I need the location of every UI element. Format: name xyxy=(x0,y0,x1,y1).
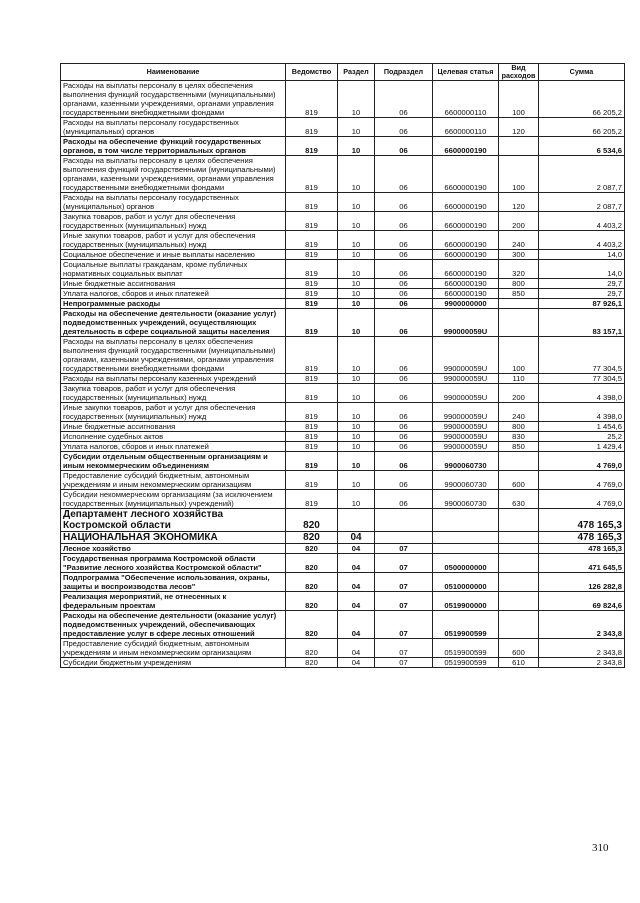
header-subsection: Подраздел xyxy=(375,64,433,81)
cell-expense-type: 600 xyxy=(499,639,539,658)
cell-subsection: 06 xyxy=(375,289,433,299)
cell-expense-type: 850 xyxy=(499,442,539,452)
cell-name: Иные бюджетные ассигнования xyxy=(61,279,286,289)
cell-section: 10 xyxy=(338,490,375,509)
cell-target: 6600000190 xyxy=(433,260,499,279)
table-row xyxy=(61,490,625,509)
table-row xyxy=(61,231,625,250)
cell-sum: 69 824,6 xyxy=(539,592,625,611)
cell-target: 6600000190 xyxy=(433,137,499,156)
cell-section: 10 xyxy=(338,279,375,289)
cell-target xyxy=(433,532,499,544)
cell-subsection: 06 xyxy=(375,81,433,118)
cell-name: Уплата налогов, сборов и иных платежей xyxy=(61,442,286,452)
cell-target: 6600000190 xyxy=(433,289,499,299)
cell-dept: 819 xyxy=(286,309,338,337)
cell-section xyxy=(338,509,375,532)
cell-section: 10 xyxy=(338,118,375,137)
cell-sum: 25,2 xyxy=(539,432,625,442)
table-row xyxy=(61,384,625,403)
cell-dept: 819 xyxy=(286,118,338,137)
cell-sum: 1 454,6 xyxy=(539,422,625,432)
cell-target: 6600000190 xyxy=(433,231,499,250)
cell-target: 9900060730 xyxy=(433,471,499,490)
cell-sum: 478 165,3 xyxy=(539,532,625,544)
cell-expense-type: 800 xyxy=(499,422,539,432)
cell-dept: 819 xyxy=(286,384,338,403)
cell-subsection: 06 xyxy=(375,156,433,193)
cell-subsection: 06 xyxy=(375,452,433,471)
cell-subsection: 06 xyxy=(375,432,433,442)
cell-sum: 4 403,2 xyxy=(539,212,625,231)
cell-name: Предоставление субсидий бюджетным, автономным учреждениям и иным некоммерческим организациям xyxy=(61,639,286,658)
cell-sum: 126 282,8 xyxy=(539,573,625,592)
cell-dept: 819 xyxy=(286,374,338,384)
cell-section: 04 xyxy=(338,639,375,658)
cell-expense-type xyxy=(499,309,539,337)
table-row xyxy=(61,260,625,279)
cell-subsection xyxy=(375,509,433,532)
cell-dept: 819 xyxy=(286,337,338,374)
cell-sum: 478 165,3 xyxy=(539,509,625,532)
cell-expense-type xyxy=(499,452,539,471)
header-expense-type: Вид расходов xyxy=(499,64,539,81)
budget-table xyxy=(60,63,625,668)
cell-dept: 820 xyxy=(286,573,338,592)
cell-section: 04 xyxy=(338,592,375,611)
cell-target: 0519900599 xyxy=(433,611,499,639)
cell-dept: 819 xyxy=(286,299,338,309)
header-dept: Ведомство xyxy=(286,64,338,81)
cell-name: Расходы на выплаты персоналу казенных учреждений xyxy=(61,374,286,384)
cell-subsection: 06 xyxy=(375,260,433,279)
cell-section: 04 xyxy=(338,554,375,573)
cell-sum: 6 534,6 xyxy=(539,137,625,156)
cell-target: 6600000110 xyxy=(433,118,499,137)
cell-expense-type xyxy=(499,137,539,156)
cell-section: 10 xyxy=(338,299,375,309)
cell-target: 990000059U xyxy=(433,337,499,374)
header-name: Наименование xyxy=(61,64,286,81)
cell-expense-type: 850 xyxy=(499,289,539,299)
cell-target xyxy=(433,509,499,532)
cell-section: 10 xyxy=(338,156,375,193)
cell-expense-type xyxy=(499,611,539,639)
cell-sum: 478 165,3 xyxy=(539,544,625,554)
cell-name: Непрограммные расходы xyxy=(61,299,286,309)
cell-subsection: 06 xyxy=(375,299,433,309)
cell-section: 10 xyxy=(338,432,375,442)
cell-target: 9900060730 xyxy=(433,490,499,509)
page-number: 310 xyxy=(592,842,609,854)
cell-dept: 820 xyxy=(286,658,338,668)
cell-expense-type xyxy=(499,544,539,554)
table-row xyxy=(61,289,625,299)
cell-expense-type xyxy=(499,509,539,532)
table-row xyxy=(61,471,625,490)
cell-subsection: 06 xyxy=(375,403,433,422)
cell-target: 0519900599 xyxy=(433,658,499,668)
cell-target: 990000059U xyxy=(433,374,499,384)
cell-name: Субсидии бюджетным учреждениям xyxy=(61,658,286,668)
cell-dept: 819 xyxy=(286,212,338,231)
cell-name: Расходы на выплаты персоналу государственных (муниципальных) органов xyxy=(61,118,286,137)
cell-expense-type: 300 xyxy=(499,250,539,260)
table-row xyxy=(61,403,625,422)
cell-subsection: 06 xyxy=(375,193,433,212)
cell-subsection: 06 xyxy=(375,231,433,250)
cell-expense-type: 100 xyxy=(499,81,539,118)
cell-dept: 819 xyxy=(286,442,338,452)
cell-expense-type: 120 xyxy=(499,118,539,137)
table-row xyxy=(61,639,625,658)
cell-subsection: 06 xyxy=(375,309,433,337)
cell-section: 04 xyxy=(338,573,375,592)
cell-section: 10 xyxy=(338,452,375,471)
cell-subsection: 07 xyxy=(375,544,433,554)
cell-section: 10 xyxy=(338,442,375,452)
cell-sum: 83 157,1 xyxy=(539,309,625,337)
cell-expense-type: 110 xyxy=(499,374,539,384)
table-row xyxy=(61,250,625,260)
cell-sum: 4 398,0 xyxy=(539,403,625,422)
cell-sum: 4 398,0 xyxy=(539,384,625,403)
table-row xyxy=(61,573,625,592)
cell-name: Предоставление субсидий бюджетным, автономным учреждениям и иным некоммерческим организациям xyxy=(61,471,286,490)
cell-dept: 819 xyxy=(286,250,338,260)
cell-subsection: 07 xyxy=(375,592,433,611)
cell-expense-type: 120 xyxy=(499,193,539,212)
cell-expense-type: 600 xyxy=(499,471,539,490)
cell-target: 0500000000 xyxy=(433,554,499,573)
cell-target: 9900000000 xyxy=(433,299,499,309)
cell-expense-type xyxy=(499,532,539,544)
cell-section: 04 xyxy=(338,544,375,554)
cell-expense-type: 800 xyxy=(499,279,539,289)
cell-section: 10 xyxy=(338,384,375,403)
cell-dept: 820 xyxy=(286,532,338,544)
cell-subsection: 06 xyxy=(375,279,433,289)
cell-sum: 87 926,1 xyxy=(539,299,625,309)
table-row xyxy=(61,137,625,156)
cell-name: Реализация мероприятий, не отнесенных к федеральным проектам xyxy=(61,592,286,611)
table-row xyxy=(61,81,625,118)
table-header-row xyxy=(61,64,625,81)
cell-sum: 4 769,0 xyxy=(539,452,625,471)
cell-subsection: 06 xyxy=(375,212,433,231)
cell-name: Расходы на выплаты персоналу в целях обеспечения выполнения функций государственными (муниципальными) органами, казенными учреждениями, органами управления государственными внебюджетными фондами xyxy=(61,337,286,374)
cell-target: 990000059U xyxy=(433,432,499,442)
cell-sum: 29,7 xyxy=(539,279,625,289)
cell-subsection: 07 xyxy=(375,554,433,573)
cell-target xyxy=(433,544,499,554)
cell-name: Субсидии некоммерческим организациям (за исключением государственных (муниципальных) учреждений) xyxy=(61,490,286,509)
cell-subsection: 06 xyxy=(375,374,433,384)
cell-target: 990000059U xyxy=(433,384,499,403)
cell-target: 9900060730 xyxy=(433,452,499,471)
cell-sum: 4 769,0 xyxy=(539,490,625,509)
table-row xyxy=(61,432,625,442)
table-row xyxy=(61,611,625,639)
cell-subsection: 06 xyxy=(375,471,433,490)
cell-name: Расходы на обеспечение деятельности (оказание услуг) подведомственных учреждений, обеспечивающих предоставление услуг в сфере лесных отношений xyxy=(61,611,286,639)
table-row xyxy=(61,337,625,374)
cell-section: 10 xyxy=(338,81,375,118)
budget-table-sheet xyxy=(60,63,624,668)
cell-name: Иные закупки товаров, работ и услуг для обеспечения государственных (муниципальных) нужд xyxy=(61,403,286,422)
cell-sum: 66 205,2 xyxy=(539,81,625,118)
cell-dept: 819 xyxy=(286,81,338,118)
cell-subsection: 06 xyxy=(375,337,433,374)
cell-section: 04 xyxy=(338,532,375,544)
cell-name: Закупка товаров, работ и услуг для обеспечения государственных (муниципальных) нужд xyxy=(61,384,286,403)
cell-name: Иные бюджетные ассигнования xyxy=(61,422,286,432)
cell-target: 6600000190 xyxy=(433,279,499,289)
cell-dept: 820 xyxy=(286,639,338,658)
table-row xyxy=(61,544,625,554)
cell-target: 6600000190 xyxy=(433,250,499,260)
cell-name: Социальные выплаты гражданам, кроме публичных нормативных социальных выплат xyxy=(61,260,286,279)
cell-section: 10 xyxy=(338,309,375,337)
cell-target: 0519900000 xyxy=(433,592,499,611)
cell-expense-type: 320 xyxy=(499,260,539,279)
table-row xyxy=(61,452,625,471)
cell-section: 10 xyxy=(338,403,375,422)
cell-name: Исполнение судебных актов xyxy=(61,432,286,442)
cell-name: Закупка товаров, работ и услуг для обеспечения государственных (муниципальных) нужд xyxy=(61,212,286,231)
cell-expense-type xyxy=(499,299,539,309)
table-row xyxy=(61,509,625,532)
cell-name: Государственная программа Костромской области "Развитие лесного хозяйства Костромской области" xyxy=(61,554,286,573)
cell-sum: 2 343,8 xyxy=(539,611,625,639)
cell-sum: 66 205,2 xyxy=(539,118,625,137)
cell-subsection: 07 xyxy=(375,658,433,668)
cell-subsection: 07 xyxy=(375,573,433,592)
cell-dept: 819 xyxy=(286,156,338,193)
cell-dept: 819 xyxy=(286,490,338,509)
cell-name: Субсидии отдельным общественным организациям и иным некоммерческим объединениям xyxy=(61,452,286,471)
cell-subsection: 06 xyxy=(375,137,433,156)
table-row xyxy=(61,212,625,231)
cell-sum: 2 087,7 xyxy=(539,193,625,212)
cell-section: 10 xyxy=(338,471,375,490)
cell-section: 10 xyxy=(338,289,375,299)
cell-name: Уплата налогов, сборов и иных платежей xyxy=(61,289,286,299)
cell-sum: 29,7 xyxy=(539,289,625,299)
cell-dept: 820 xyxy=(286,592,338,611)
cell-name: Департамент лесного хозяйства Костромской области xyxy=(61,509,286,532)
table-row xyxy=(61,592,625,611)
cell-target: 6600000190 xyxy=(433,193,499,212)
cell-section: 10 xyxy=(338,260,375,279)
cell-sum: 2 343,8 xyxy=(539,658,625,668)
cell-expense-type: 100 xyxy=(499,337,539,374)
cell-name: Расходы на выплаты персоналу в целях обеспечения выполнения функций государственными (муниципальными) органами, казенными учреждениями, органами управления государственными внебюджетными фондами xyxy=(61,156,286,193)
cell-sum: 2 087,7 xyxy=(539,156,625,193)
cell-section: 10 xyxy=(338,137,375,156)
table-row xyxy=(61,442,625,452)
cell-expense-type: 200 xyxy=(499,212,539,231)
cell-subsection: 07 xyxy=(375,611,433,639)
cell-name: Расходы на выплаты персоналу государственных (муниципальных) органов xyxy=(61,193,286,212)
cell-sum: 2 343,8 xyxy=(539,639,625,658)
cell-dept: 820 xyxy=(286,544,338,554)
cell-sum: 14,0 xyxy=(539,260,625,279)
cell-subsection: 06 xyxy=(375,118,433,137)
cell-section: 10 xyxy=(338,231,375,250)
cell-name: Расходы на обеспечение деятельности (оказание услуг) подведомственных учреждений, осуществляющих деятельность в сфере социальной защиты населения xyxy=(61,309,286,337)
cell-name: НАЦИОНАЛЬНАЯ ЭКОНОМИКА xyxy=(61,532,286,544)
table-row xyxy=(61,299,625,309)
cell-dept: 820 xyxy=(286,554,338,573)
cell-dept: 819 xyxy=(286,422,338,432)
cell-expense-type: 240 xyxy=(499,403,539,422)
cell-dept: 820 xyxy=(286,509,338,532)
cell-expense-type xyxy=(499,592,539,611)
cell-target: 990000059U xyxy=(433,442,499,452)
cell-subsection: 07 xyxy=(375,639,433,658)
cell-section: 10 xyxy=(338,212,375,231)
table-row xyxy=(61,279,625,289)
cell-sum: 4 403,2 xyxy=(539,231,625,250)
cell-dept: 819 xyxy=(286,231,338,250)
cell-dept: 819 xyxy=(286,471,338,490)
cell-expense-type xyxy=(499,573,539,592)
cell-section: 10 xyxy=(338,422,375,432)
table-row xyxy=(61,554,625,573)
cell-subsection: 06 xyxy=(375,384,433,403)
table-row xyxy=(61,118,625,137)
cell-subsection: 06 xyxy=(375,422,433,432)
cell-expense-type: 200 xyxy=(499,384,539,403)
cell-dept: 819 xyxy=(286,279,338,289)
cell-section: 04 xyxy=(338,658,375,668)
cell-target: 6600000190 xyxy=(433,212,499,231)
cell-name: Лесное хозяйство xyxy=(61,544,286,554)
cell-target: 990000059U xyxy=(433,309,499,337)
cell-dept: 819 xyxy=(286,260,338,279)
cell-dept: 819 xyxy=(286,432,338,442)
cell-sum: 77 304,5 xyxy=(539,337,625,374)
cell-dept: 819 xyxy=(286,193,338,212)
cell-target: 990000059U xyxy=(433,422,499,432)
cell-dept: 819 xyxy=(286,403,338,422)
cell-subsection: 06 xyxy=(375,250,433,260)
cell-sum: 14,0 xyxy=(539,250,625,260)
cell-dept: 819 xyxy=(286,137,338,156)
header-target: Целевая статья xyxy=(433,64,499,81)
cell-name: Иные закупки товаров, работ и услуг для обеспечения государственных (муниципальных) нужд xyxy=(61,231,286,250)
cell-expense-type: 100 xyxy=(499,156,539,193)
cell-section: 10 xyxy=(338,250,375,260)
cell-section: 04 xyxy=(338,611,375,639)
cell-name: Расходы на обеспечение функций государственных органов, в том числе территориальных органов xyxy=(61,137,286,156)
cell-name: Расходы на выплаты персоналу в целях обеспечения выполнения функций государственными (муниципальными) органами, казенными учреждениями, органами управления государственными внебюджетными фондами xyxy=(61,81,286,118)
cell-target: 990000059U xyxy=(433,403,499,422)
table-row xyxy=(61,309,625,337)
cell-expense-type: 240 xyxy=(499,231,539,250)
table-row xyxy=(61,422,625,432)
table-row xyxy=(61,374,625,384)
cell-target: 0519900599 xyxy=(433,639,499,658)
table-row xyxy=(61,193,625,212)
cell-dept: 819 xyxy=(286,289,338,299)
cell-sum: 77 304,5 xyxy=(539,374,625,384)
cell-sum: 471 645,5 xyxy=(539,554,625,573)
cell-expense-type: 830 xyxy=(499,432,539,442)
cell-name: Социальное обеспечение и иные выплаты населению xyxy=(61,250,286,260)
cell-subsection xyxy=(375,532,433,544)
cell-section: 10 xyxy=(338,337,375,374)
cell-sum: 4 769,0 xyxy=(539,471,625,490)
table-row xyxy=(61,156,625,193)
table-body xyxy=(61,81,625,668)
cell-subsection: 06 xyxy=(375,442,433,452)
cell-expense-type: 630 xyxy=(499,490,539,509)
cell-dept: 820 xyxy=(286,611,338,639)
cell-expense-type xyxy=(499,554,539,573)
cell-target: 6600000190 xyxy=(433,156,499,193)
cell-expense-type: 610 xyxy=(499,658,539,668)
cell-target: 6600000110 xyxy=(433,81,499,118)
table-row xyxy=(61,532,625,544)
cell-name: Подпрограмма "Обеспечение использования, охраны, защиты и воспроизводства лесов" xyxy=(61,573,286,592)
cell-section: 10 xyxy=(338,193,375,212)
cell-subsection: 06 xyxy=(375,490,433,509)
cell-dept: 819 xyxy=(286,452,338,471)
header-section: Раздел xyxy=(338,64,375,81)
table-row xyxy=(61,658,625,668)
cell-sum: 1 429,4 xyxy=(539,442,625,452)
header-sum: Сумма xyxy=(539,64,625,81)
cell-target: 0510000000 xyxy=(433,573,499,592)
cell-section: 10 xyxy=(338,374,375,384)
